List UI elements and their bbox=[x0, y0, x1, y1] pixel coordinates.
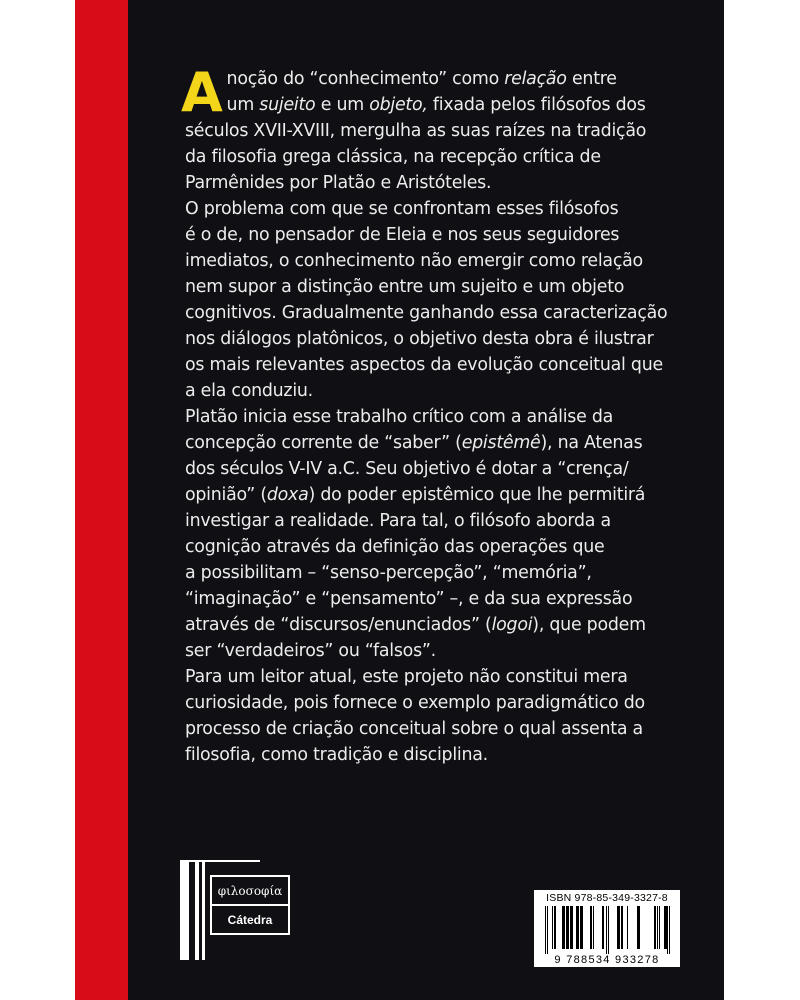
barcode-bar bbox=[554, 906, 556, 949]
paragraph-3 bbox=[185, 404, 685, 664]
text-line bbox=[185, 586, 685, 612]
barcode-digits: 9 788534 933278 bbox=[554, 954, 660, 966]
text-run: os mais relevantes aspectos da evolução conceitual que bbox=[185, 355, 663, 375]
barcode-bar bbox=[576, 906, 579, 949]
paragraph-2 bbox=[185, 196, 685, 404]
italic-term: relação bbox=[504, 69, 567, 89]
text-run: da filosofia grega clássica, na recepção crítica de bbox=[185, 147, 601, 167]
barcode-bar bbox=[566, 906, 569, 949]
barcode-guard-bar bbox=[545, 906, 546, 954]
text-run: Platão inicia esse trabalho crítico com a análise da bbox=[185, 407, 614, 427]
text-run: através de “discursos/enunciados” ( bbox=[185, 615, 492, 635]
barcode-bar bbox=[602, 906, 604, 949]
text-run: ) do poder epistêmico que lhe permitirá bbox=[308, 485, 646, 505]
text-line bbox=[185, 222, 685, 248]
barcode-bar bbox=[593, 906, 594, 949]
text-line bbox=[185, 560, 685, 586]
text-line bbox=[185, 534, 685, 560]
text-run: ser “verdadeiros” ou “falsos”. bbox=[185, 641, 436, 661]
text-run: ), que podem bbox=[532, 615, 646, 635]
text-line bbox=[185, 508, 685, 534]
barcode-bar bbox=[621, 906, 623, 949]
text-line bbox=[185, 352, 685, 378]
text-run: a ela conduziu. bbox=[185, 381, 313, 401]
text-line bbox=[185, 170, 685, 196]
text-line bbox=[185, 638, 685, 664]
barcode-bar bbox=[580, 906, 583, 949]
text-run: dos séculos V-IV a.C. Seu objetivo é dotar a “crença/ bbox=[185, 459, 629, 479]
drop-cap-letter: A bbox=[181, 61, 223, 124]
text-line bbox=[185, 378, 685, 404]
barcode-bar bbox=[654, 906, 656, 949]
italic-term: doxa bbox=[266, 485, 309, 505]
text-line bbox=[185, 404, 685, 430]
barcode-bar bbox=[562, 906, 565, 949]
text-line bbox=[185, 118, 685, 144]
paragraph-4 bbox=[185, 664, 685, 768]
text-line bbox=[185, 66, 685, 92]
text-line bbox=[185, 274, 685, 300]
barcode-bar bbox=[659, 906, 660, 949]
red-spine-stripe bbox=[75, 0, 128, 1000]
barcode-guard-bar bbox=[667, 906, 668, 954]
text-run: fixada pelos filósofos dos bbox=[427, 95, 646, 115]
back-cover-text bbox=[181, 61, 685, 768]
text-line bbox=[185, 742, 685, 768]
text-run: nem supor a distinção entre um sujeito e um objeto bbox=[185, 277, 625, 297]
text-line bbox=[185, 716, 685, 742]
text-run: é o de, no pensador de Eleia e nos seus seguidores bbox=[185, 225, 620, 245]
barcode-bar bbox=[657, 906, 658, 949]
barcode-bar bbox=[627, 906, 628, 949]
text-run: nos diálogos platônicos, o objetivo desta obra é ilustrar bbox=[185, 329, 654, 349]
text-run: e um bbox=[315, 95, 370, 115]
barcode-guard-bar bbox=[608, 906, 609, 954]
publisher-name: Cátedra bbox=[227, 912, 273, 927]
barcode-guard-bar bbox=[547, 906, 548, 954]
barcode-guard-bar bbox=[669, 906, 670, 954]
text-run: cognitivos. Gradualmente ganhando essa caracterização bbox=[185, 303, 668, 323]
text-line bbox=[185, 300, 685, 326]
text-line bbox=[185, 144, 685, 170]
text-run: imediatos, o conhecimento não emergir como relação bbox=[185, 251, 643, 271]
text-line bbox=[185, 690, 685, 716]
italic-term: sujeito bbox=[259, 95, 316, 115]
text-run: processo de criação conceitual sobre o qual assenta a bbox=[185, 719, 643, 739]
barcode-bar bbox=[664, 906, 667, 949]
isbn-barcode bbox=[534, 890, 680, 967]
barcode-guard-bar bbox=[606, 906, 607, 954]
text-run: filosofia, como tradição e disciplina. bbox=[185, 745, 488, 765]
text-line bbox=[185, 196, 685, 222]
isbn-label: ISBN 978-85-349-3327-8 bbox=[546, 892, 668, 904]
text-run: ), na Atenas bbox=[540, 433, 643, 453]
text-run: O problema com que se confrontam esses filósofos bbox=[185, 199, 619, 219]
text-line bbox=[185, 248, 685, 274]
text-run: investigar a realidade. Para tal, o filósofo aborda a bbox=[185, 511, 611, 531]
text-run: entre bbox=[566, 69, 617, 89]
text-run: curiosidade, pois fornece o exemplo paradigmático do bbox=[185, 693, 645, 713]
paragraph-1 bbox=[185, 66, 685, 196]
barcode-bars bbox=[539, 906, 675, 954]
text-run: Para um leitor atual, este projeto não constitui mera bbox=[185, 667, 628, 687]
text-run: opinião” ( bbox=[185, 485, 267, 505]
text-line bbox=[185, 430, 685, 456]
barcode-bar bbox=[552, 906, 553, 949]
text-line bbox=[185, 612, 685, 638]
text-run: a possibilitam – “senso-percepção”, “memória”, bbox=[185, 563, 592, 583]
text-run: “imaginação” e “pensamento” –, e da sua expressão bbox=[185, 589, 633, 609]
barcode-bar bbox=[570, 906, 573, 949]
text-run: concepção corrente de “saber” ( bbox=[185, 433, 462, 453]
italic-term: logoi bbox=[491, 615, 533, 635]
text-run: cognição através da definição das operações que bbox=[185, 537, 605, 557]
publisher-series-label: φιλοσοφία bbox=[212, 877, 288, 906]
italic-term: objeto, bbox=[369, 95, 428, 115]
barcode-bar bbox=[637, 906, 640, 949]
text-run: um bbox=[226, 95, 260, 115]
text-line bbox=[185, 456, 685, 482]
italic-term: epistêmê bbox=[461, 433, 541, 453]
text-run: noção do “conhecimento” como bbox=[226, 69, 505, 89]
publisher-logo bbox=[210, 875, 290, 935]
barcode-bar bbox=[590, 906, 592, 949]
text-run: Parmênides por Platão e Aristóteles. bbox=[185, 173, 492, 193]
text-line bbox=[185, 664, 685, 690]
text-line bbox=[185, 326, 685, 352]
text-line bbox=[185, 92, 685, 118]
barcode-bar bbox=[617, 906, 620, 949]
text-run: séculos XVII-XVIII, mergulha as suas raízes na tradição bbox=[185, 121, 647, 141]
text-line bbox=[185, 482, 685, 508]
